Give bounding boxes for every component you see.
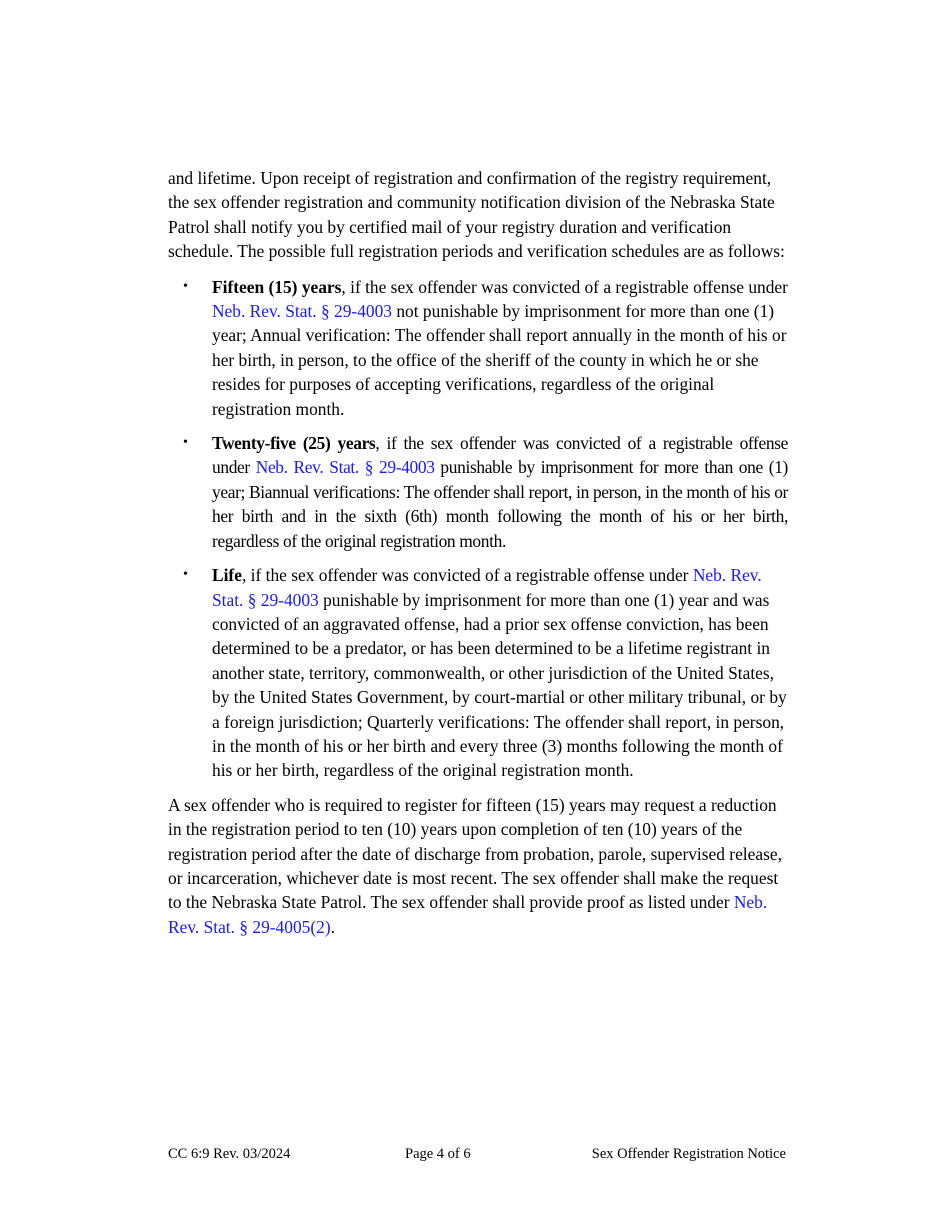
bullet-life	[168, 563, 788, 783]
bullet-text: , if the sex offender was convicted of a registrable offense under	[212, 433, 788, 478]
statute-link-29-4003[interactable]: Neb. Rev. Stat. § 29-4003	[255, 457, 435, 478]
closing-end: .	[330, 916, 335, 937]
bullet-twenty-five-years	[168, 431, 788, 553]
document-body	[168, 166, 788, 939]
bullet-dot-icon: •	[183, 435, 188, 451]
intro-paragraph: and lifetime. Upon receipt of registration and confirmation of the registry requirement, the sex offender registration and community notification division of the Nebraska State Patrol shall notify you by certified mail of your registry duration and verification schedule. The possible full registration periods and verification schedules are as follows:	[168, 168, 785, 262]
statute-link-29-4005[interactable]: Neb. Rev. Stat. § 29-4005(2)	[168, 892, 768, 937]
footer-page-number: Page 4 of 6	[405, 1146, 471, 1162]
bullet-term: Twenty-five (25) years	[212, 433, 376, 454]
statute-link-29-4003[interactable]: Neb. Rev. Stat. § 29-4003	[212, 301, 393, 322]
bullet-text: not punishable by imprisonment for more than one (1) year; Annual verification: The offender shall report annually in the month of his or her birth, in person, to the office of the sheriff of the county in which he or she resides for purposes of accepting verifications, regardless of the original registration month.	[212, 301, 787, 419]
page-footer	[168, 1146, 786, 1168]
bullet-text: , if the sex offender was convicted of a registrable offense under	[341, 276, 788, 297]
registration-periods-list	[168, 275, 788, 783]
bullet-dot-icon: •	[183, 567, 188, 583]
closing-text: A sex offender who is required to register for fifteen (15) years may request a reduction in the registration period to ten (10) years upon completion of ten (10) years of the registration period after the date of discharge from probation, parole, supervised release, or incarceration, whichever date is most recent. The sex offender shall make the request to the Nebraska State Patrol. The sex offender shall provide proof as listed under	[168, 794, 782, 913]
bullet-dot-icon: •	[183, 278, 188, 294]
bullet-text: punishable by imprisonment for more than one (1) year; Biannual verifications: The offender shall report, in person, in the month of his or her birth and in the sixth (6th) month following the month of his or her birth, regardless of the original registration month.	[212, 457, 788, 551]
bullet-text: , if the sex offender was convicted of a registrable offense under	[241, 565, 693, 586]
bullet-term: Life	[212, 565, 242, 586]
statute-link-29-4003[interactable]: Neb. Rev. Stat. § 29-4003	[212, 565, 762, 610]
footer-form-id: CC 6:9 Rev. 03/2024	[168, 1146, 291, 1162]
footer-document-title: Sex Offender Registration Notice	[591, 1146, 786, 1162]
bullet-term: Fifteen (15) years	[212, 276, 342, 297]
bullet-fifteen-years	[168, 275, 788, 421]
closing-paragraph	[168, 793, 788, 939]
bullet-text: punishable by imprisonment for more than one (1) year and was convicted of an aggravated offense, had a prior sex offense conviction, has been determined to be a predator, or has been determined to be a lifetime registrant in another state, territory, commonwealth, or other jurisdiction of the United States, by the United States Government, by court-martial or other military tribunal, or by a foreign jurisdiction; Quarterly verifications: The offender shall report, in person, in the month of his or her birth and every three (3) months following the month of his or her birth, regardless of the original registration month.	[212, 589, 787, 781]
